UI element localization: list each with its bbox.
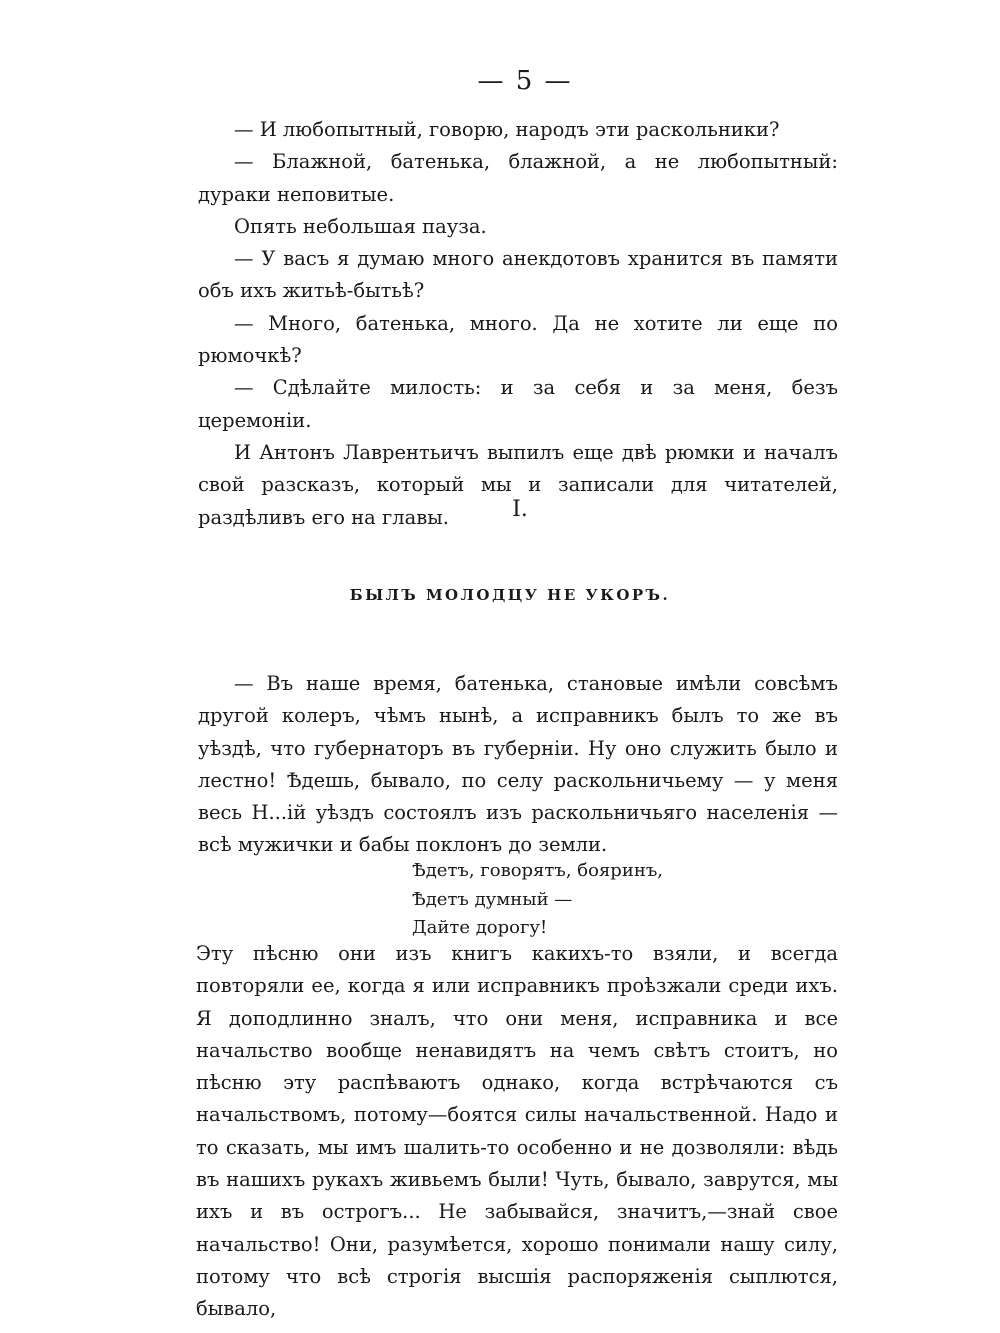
verse-line: Ѣдетъ, говорятъ, бояринъ, [412,860,663,881]
paragraph: — Сдѣлайте милость: и за себя и за меня, безъ церемоніи. [198,376,838,432]
paragraph: — Въ наше время, батенька, становые имѣли совсѣмъ другой колеръ, чѣмъ нынѣ, а исправникъ былъ то же въ уѣздѣ, что губернаторъ въ губерніи. Ну оно служить было и лестно! Ѣдешь, бывало, по селу раскольничьему — у меня весь Н...ій уѣздъ состоялъ изъ раскольничьяго населенія — всѣ мужички и бабы поклонъ до земли. [198,672,838,857]
narrative-block [196,938,838,1326]
verse-line: Ѣдетъ думный — [412,888,573,910]
paragraph: Опять небольшая пауза. [234,214,487,238]
dialogue-block [198,114,838,534]
verse-quote [412,857,663,943]
narrative-block [198,668,838,862]
paragraph: — У васъ я думаю много анекдотовъ хранится въ памяти объ ихъ житьѣ-бытьѣ? [198,247,838,303]
paragraph: — Много, батенька, много. Да не хотите ли еще по рюмочкѣ? [198,311,838,368]
page-number: — 5 — [477,66,573,96]
paragraph: И Антонъ Лаврентьичъ выпилъ еще двѣ рюмки и началъ свой разсказъ, который мы и записали для читателей, раздѣливъ его на главы. [198,440,838,529]
chapter-title: БЫЛЪ МОЛОДЦУ НЕ УКОРЪ. [349,586,671,604]
paragraph: Эту пѣсню они изъ книгъ какихъ-то взяли, и всегда повторяли ее, когда я или исправникъ проѣзжали среди ихъ. Я доподлинно зналъ, что они меня, исправника и все начальство вообще ненавидятъ на чемъ свѣтъ стоитъ, но пѣсню эту распѣваютъ однако, когда встрѣчаются съ начальствомъ, потому—боятся силы начальственной. Надо и то сказать, мы имъ шалить-то особенно и не дозволяли: вѣдь въ нашихъ рукахъ живьемъ были! Чуть, бывало, заврутся, мы ихъ и въ острогъ... Не забывайся, значитъ,—знай свое начальство! Они, разумѣется, хорошо понимали нашу силу, потому что всѣ строгія высшія распоряженія сыплются, бывало, [196,942,838,1321]
chapter-number: I. [512,497,528,522]
verse-line: Дайте дорогу! [412,917,548,938]
paragraph: — Блажной, батенька, блажной, а не любопытный: дураки неповитые. [198,150,838,206]
paragraph: — И любопытный, говорю, народъ эти раскольники? [234,118,780,141]
